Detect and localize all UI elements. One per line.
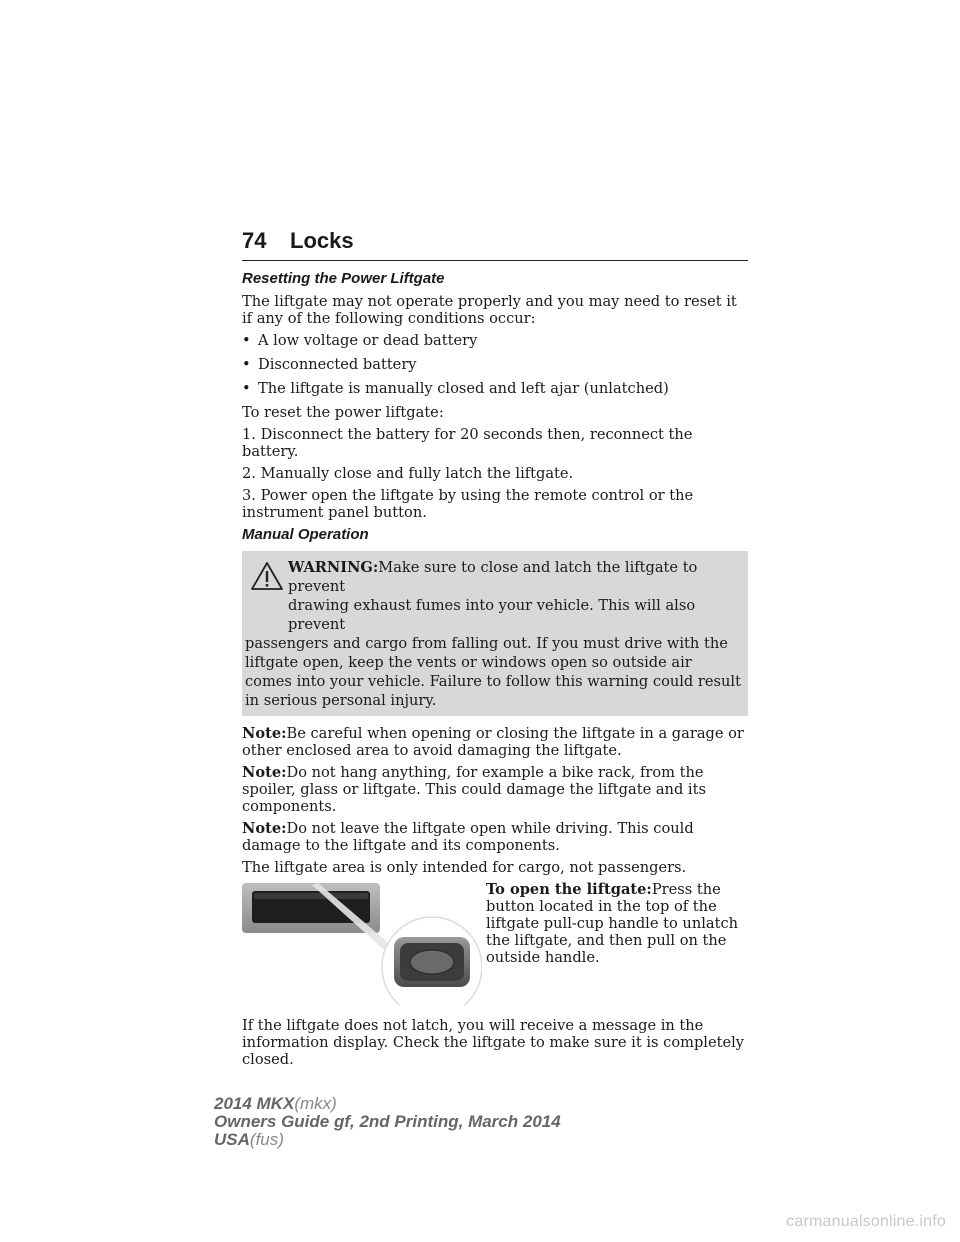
- condition-list: [242, 332, 748, 397]
- footer-model-code: (mkx): [294, 1094, 337, 1113]
- note-1: Note:Be careful when opening or closing the liftgate in a garage or other enclosed area to avoid damaging the liftgate.: [242, 725, 744, 759]
- warning-box: [242, 551, 748, 716]
- note-3: Note:Do not leave the liftgate open while driving. This could damage to the liftgate and its components.: [242, 820, 694, 854]
- chapter-title: Locks: [290, 228, 354, 253]
- footer-guide: Owners Guide gf, 2nd Printing, March 2014: [214, 1112, 561, 1131]
- section-title-resetting: Resetting the Power Liftgate: [242, 270, 445, 287]
- warning-triangle-icon: [250, 561, 284, 591]
- resetting-intro: The liftgate may not operate properly and you may need to reset it if any of the following conditions occur:: [242, 293, 737, 327]
- section-title-manual-operation: Manual Operation: [242, 526, 369, 543]
- step-3: 3. Power open the liftgate by using the remote control or the instrument panel button.: [242, 487, 694, 521]
- list-item: • The liftgate is manually closed and left ajar (unlatched): [242, 380, 669, 397]
- footer-region: USA: [214, 1130, 250, 1149]
- step-1: 1. Disconnect the battery for 20 seconds then, reconnect the battery.: [242, 426, 693, 460]
- page-header: [242, 228, 748, 261]
- open-liftgate-instructions: To open the liftgate:Press the button located in the top of the liftgate pull-cup handle to unlatch the liftgate, and then pull on the outside handle.: [486, 881, 739, 966]
- liftgate-figure-block: [242, 881, 748, 1001]
- manual-page: [242, 228, 748, 1073]
- warning-text-1: Make sure to close and latch the liftgate to prevent: [288, 559, 698, 595]
- bullet-icon: •: [242, 380, 251, 397]
- footer-model: 2014 MKX: [214, 1094, 295, 1113]
- page-footer: [214, 1095, 561, 1149]
- warning-text-2: drawing exhaust fumes into your vehicle. This will also prevent: [288, 597, 696, 633]
- watermark: carmanualsonline.info: [786, 1213, 946, 1230]
- page-number: 74: [242, 228, 267, 253]
- step-2: 2. Manually close and fully latch the liftgate.: [242, 465, 574, 482]
- liftgate-handle-illustration: [242, 881, 482, 1005]
- list-item: • Disconnected battery: [242, 356, 417, 373]
- bullet-icon: •: [242, 356, 251, 373]
- warning-label: WARNING:: [288, 559, 379, 576]
- cargo-text: The liftgate area is only intended for cargo, not passengers.: [242, 859, 687, 876]
- warning-text-3: passengers and cargo from falling out. If you must drive with the liftgate open, keep the vents or windows open so outside air comes into your vehicle. Failure to follow this warning could result in serious personal injury.: [245, 635, 741, 709]
- note-2: Note:Do not hang anything, for example a bike rack, from the spoiler, glass or liftgate. This could damage the liftgate and its components.: [242, 764, 706, 815]
- footer-region-code: (fus): [249, 1130, 284, 1149]
- list-item: • A low voltage or dead battery: [242, 332, 478, 349]
- latch-warning-text: If the liftgate does not latch, you will receive a message in the information display. Check the liftgate to make sure it is completely closed.: [242, 1017, 745, 1068]
- reset-intro: To reset the power liftgate:: [242, 404, 444, 421]
- bullet-icon: •: [242, 332, 251, 349]
